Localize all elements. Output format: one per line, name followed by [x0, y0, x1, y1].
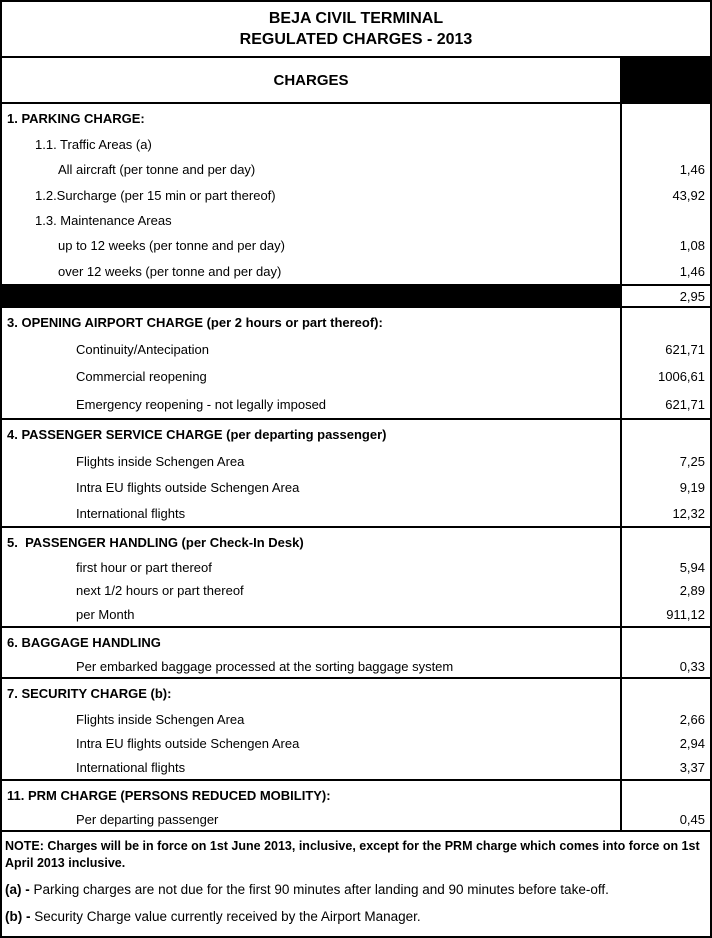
charge-value: 9,19 — [679, 479, 705, 495]
charge-row — [2, 500, 710, 526]
charge-row — [2, 391, 710, 418]
charge-label: next 1/2 hours or part thereof — [76, 583, 244, 599]
section-heading-row — [2, 420, 710, 448]
charge-label: Commercial reopening — [76, 369, 207, 385]
charge-value — [622, 420, 710, 448]
section-heading: 3. OPENING AIRPORT CHARGE (per 2 hours or part thereof): — [7, 314, 383, 330]
charge-row — [2, 656, 710, 677]
section-heading: 7. SECURITY CHARGE (b): — [7, 685, 172, 701]
section-parking-charge — [2, 104, 710, 286]
charge-value: 2,89 — [679, 583, 705, 599]
charges-header-cell — [2, 58, 622, 102]
charge-value: 3,37 — [679, 759, 705, 775]
charge-value: 2,95 — [679, 288, 705, 304]
section-heading-row — [2, 679, 710, 707]
note-a-label: (a) - — [5, 882, 30, 897]
charge-label: 1.2.Surcharge (per 15 min or part thereof) — [35, 187, 276, 203]
charge-row — [2, 556, 710, 579]
section-passenger-service-charge — [2, 420, 710, 528]
charge-label: first hour or part thereof — [76, 560, 212, 576]
charge-value — [622, 781, 710, 809]
charge-row — [2, 336, 710, 363]
charge-label: Intra EU flights outside Schengen Area — [76, 479, 300, 495]
charge-label: Per embarked baggage processed at the sorting baggage system — [76, 659, 454, 674]
charge-value: 1,46 — [679, 162, 705, 178]
section-passenger-handling — [2, 528, 710, 628]
charge-label: Intra EU flights outside Schengen Area — [76, 735, 300, 751]
charge-label: Flights inside Schengen Area — [76, 711, 245, 727]
charge-value: 621,71 — [665, 342, 705, 358]
section-heading-row — [2, 528, 710, 556]
charge-value: 2,94 — [679, 735, 705, 751]
charge-value: 0,45 — [679, 812, 705, 827]
notes-block — [2, 832, 710, 936]
note-b-label: (b) - — [5, 909, 31, 924]
charges-header-label: CHARGES — [273, 71, 349, 89]
charge-label: Continuity/Antecipation — [76, 342, 209, 358]
charge-row — [2, 755, 710, 779]
charge-row — [2, 132, 710, 157]
charge-row — [2, 731, 710, 755]
charge-value — [622, 679, 710, 707]
charge-row — [2, 579, 710, 602]
charge-row — [2, 157, 710, 182]
charge-row — [2, 183, 710, 208]
charge-label: International flights — [76, 759, 186, 775]
charge-row — [2, 474, 710, 500]
charge-label: 1.1. Traffic Areas (a) — [35, 137, 152, 153]
charge-value: 43,92 — [672, 187, 705, 203]
charge-row — [2, 603, 710, 626]
charge-row — [2, 233, 710, 258]
section-heading-row — [2, 781, 710, 809]
section-heading: 11. PRM CHARGE (PERSONS REDUCED MOBILITY): — [7, 787, 331, 803]
charge-value — [622, 528, 710, 556]
title-line-1: BEJA CIVIL TERMINAL — [268, 10, 444, 27]
charge-row — [2, 259, 710, 284]
charge-label: up to 12 weeks (per tonne and per day) — [58, 238, 285, 254]
charge-label: 1.3. Maintenance Areas — [35, 213, 172, 229]
charge-value: 0,33 — [679, 659, 705, 674]
note-a-text: Parking charges are not due for the first 90 minutes after landing and 90 minutes before take-off. — [29, 882, 609, 897]
redacted-label-cell — [2, 286, 622, 306]
section-baggage-handling — [2, 628, 710, 679]
section-heading: 4. PASSENGER SERVICE CHARGE (per departing passenger) — [7, 426, 387, 442]
section-prm-charge — [2, 781, 710, 832]
charge-row — [2, 363, 710, 390]
charge-value: 7,25 — [679, 453, 705, 469]
title-line-2: REGULATED CHARGES - 2013 — [239, 31, 473, 48]
charge-value: 12,32 — [672, 505, 705, 521]
note-text: NOTE: Charges will be in force on 1st June 2013, inclusive, except for the PRM charge which comes into force on 1st April 2013 inclusive. — [5, 839, 700, 870]
charge-value — [622, 628, 710, 656]
section-opening-airport-charge — [2, 308, 710, 420]
charge-label: over 12 weeks (per tonne and per day) — [58, 263, 282, 279]
charge-label: per Month — [76, 606, 135, 622]
note-a — [5, 882, 706, 897]
charge-label: Emergency reopening - not legally imposed — [76, 396, 327, 412]
note-b-text: Security Charge value currently received by the Airport Manager. — [30, 909, 421, 924]
charge-value — [622, 132, 710, 157]
charge-value: 1006,61 — [658, 369, 705, 385]
charge-row — [2, 707, 710, 731]
charge-value — [622, 104, 710, 132]
section-security-charge — [2, 679, 710, 781]
section-heading-row — [2, 104, 710, 132]
charge-value — [622, 308, 710, 336]
charge-value: 621,71 — [665, 396, 705, 412]
section-heading-row — [2, 308, 710, 336]
value-header-cell-redacted — [622, 58, 710, 102]
charge-value — [622, 208, 710, 233]
title-block — [2, 2, 710, 58]
charge-label: Per departing passenger — [76, 812, 219, 827]
charge-value: 5,94 — [679, 560, 705, 576]
section-heading: 5. PASSENGER HANDLING (per Check-In Desk) — [7, 534, 304, 550]
charge-value: 911,12 — [666, 606, 705, 622]
section-heading-row — [2, 628, 710, 656]
column-header-row — [2, 58, 710, 104]
charge-value: 2,66 — [679, 711, 705, 727]
charge-label: International flights — [76, 505, 186, 521]
charge-row — [2, 448, 710, 474]
redacted-row — [2, 286, 710, 308]
charge-value: 1,46 — [679, 263, 705, 279]
note-b — [5, 909, 706, 924]
charge-label: Flights inside Schengen Area — [76, 453, 245, 469]
charge-value: 1,08 — [679, 238, 705, 254]
charge-row — [2, 208, 710, 233]
charge-row — [2, 809, 710, 830]
charge-label: All aircraft (per tonne and per day) — [58, 162, 256, 178]
section-heading: 1. PARKING CHARGE: — [7, 110, 145, 126]
section-heading: 6. BAGGAGE HANDLING — [7, 634, 161, 650]
